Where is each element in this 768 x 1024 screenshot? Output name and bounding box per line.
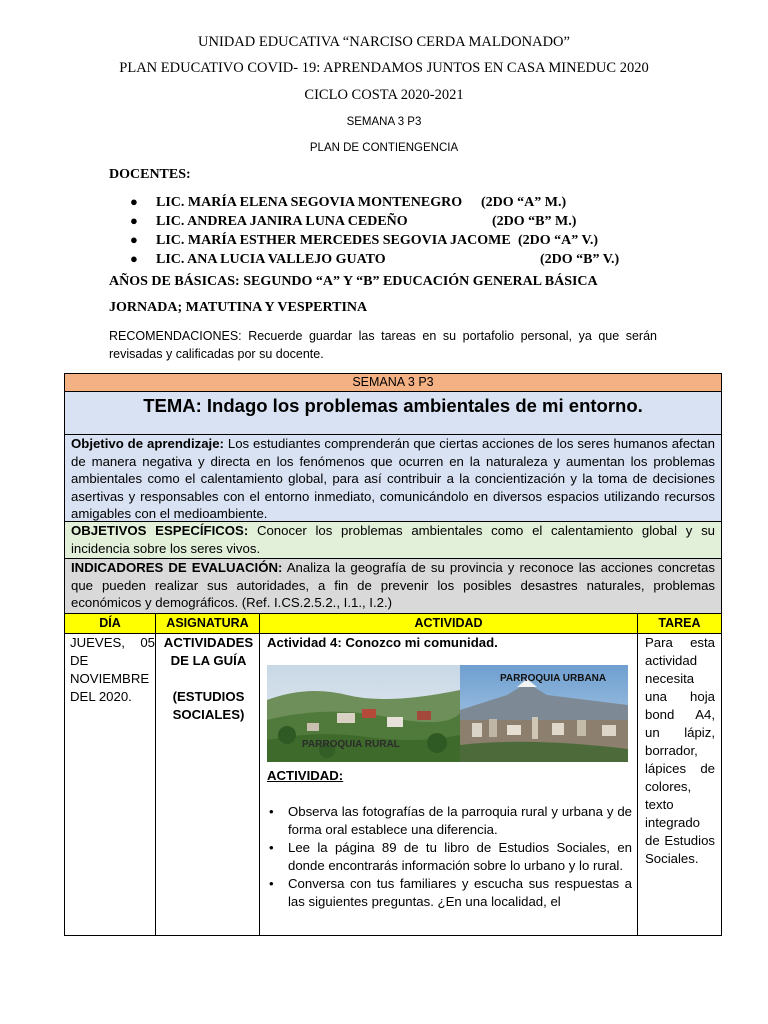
teacher-name: LIC. MARÍA ESTHER MERCEDES SEGOVIA JACOME — [156, 233, 511, 248]
activity-cell — [267, 634, 632, 911]
column-header-asignatura: ASIGNATURA — [166, 616, 249, 630]
evaluation-indicators-text: Analiza la geografía de su provincia y reconoce las acciones concretas que pueden realizar sus autoridades, a fin de prevenir los posibles desastres naturales, problemas económicos y demográficos. (Ref. I.CS.2.5.2., I.1., I.2.) — [71, 560, 715, 610]
recommendations: RECOMENDACIONES: Recuerde guardar las tareas en su portafolio personal, ya que serán revisadas y calificadas por su docente. — [109, 329, 657, 361]
activity-item: • Observa las fotografías de la parroquia rural y urbana y de forma oral establece una diferencia. — [288, 803, 632, 839]
contingency-title: PLAN DE CONTIENGENCIA — [309, 142, 459, 154]
plan-topic-row: TEMA: Indago los problemas ambientales de mi entorno. — [64, 391, 722, 435]
activity-item: • Conversa con tus familiares y escucha sus respuestas a las siguientes preguntas. ¿En una localidad, el — [288, 875, 632, 911]
teacher-item: ● LIC. MARÍA ESTHER MERCEDES SEGOVIA JACOME (2DO “A” V.) — [130, 232, 598, 248]
teacher-grade: (2DO “A” M.) — [481, 195, 567, 210]
learning-objective-label: Objetivo de aprendizaje: — [71, 436, 224, 451]
teacher-name: LIC. MARÍA ELENA SEGOVIA MONTENEGRO — [156, 195, 463, 210]
activity-heading: ACTIVIDAD: — [267, 768, 344, 783]
teacher-item: ● LIC. ANA LUCIA VALLEJO GUATO (2DO “B” V.) — [130, 251, 620, 267]
rural-photo-label: PARROQUIA RURAL — [302, 739, 400, 750]
teacher-name: LIC. ANA LUCIA VALLEJO GUATO — [156, 252, 386, 267]
activity-item: • Lee la página 89 de tu libro de Estudios Sociales, en donde encontrarás información sobre lo urbano y lo rural. — [288, 839, 632, 875]
column-divider — [155, 614, 156, 935]
table-header-row — [65, 614, 721, 634]
teacher-list — [130, 195, 650, 271]
docentes-heading: DOCENTES: — [109, 167, 191, 182]
teacher-item: ● LIC. ANDREA JANIRA LUNA CEDEÑO (2DO “B” M.) — [130, 213, 577, 229]
week-title: SEMANA 3 P3 — [346, 116, 422, 128]
parish-photos — [267, 665, 628, 762]
subject-cell — [160, 634, 257, 724]
school-years: AÑOS DE BÁSICAS: SEGUNDO “A” Y “B” EDUCACIÓN GENERAL BÁSICA — [109, 274, 598, 289]
school-name: UNIDAD EDUCATIVA “NARCISO CERDA MALDONADO” — [198, 34, 570, 50]
homework-cell: Para esta actividad necesita una hoja bond A4, un lápiz, borrador, lápices de colores, texto integrado de Estudios Sociales. — [645, 635, 715, 866]
evaluation-indicators-row — [64, 558, 722, 614]
school-shift: JORNADA; MATUTINA Y VESPERTINA — [109, 300, 368, 315]
column-header-tarea: TAREA — [658, 616, 701, 630]
teacher-grade: (2DO “B” V.) — [540, 252, 620, 267]
teacher-grade: (2DO “B” M.) — [492, 214, 577, 229]
subject-activities: ACTIVIDADES DE LA GUÍA — [163, 635, 254, 668]
evaluation-indicators-label: INDICADORES DE EVALUACIÓN: — [71, 560, 283, 575]
specific-objectives-row — [64, 521, 722, 559]
specific-objectives-text: Conocer los problemas ambientales como el calentamiento global y su incidencia sobre los seres vivos. — [71, 523, 715, 556]
plan-week-row: SEMANA 3 P3 — [64, 373, 722, 392]
day-cell: JUEVES, 05 DE NOVIEMBRE DEL 2020. — [70, 635, 155, 704]
column-header-dia: DÍA — [99, 616, 121, 630]
specific-objectives-label: OBJETIVOS ESPECÍFICOS: — [71, 523, 249, 538]
subject-name: (ESTUDIOS SOCIALES) — [172, 689, 245, 722]
urban-photo-label: PARROQUIA URBANA — [500, 673, 607, 684]
activity-list — [267, 803, 632, 911]
teacher-item: ● LIC. MARÍA ELENA SEGOVIA MONTENEGRO (2DO “A” M.) — [130, 194, 567, 210]
plan-title: PLAN EDUCATIVO COVID- 19: APRENDAMOS JUNTOS EN CASA MINEDUC 2020 — [119, 60, 649, 76]
column-divider — [259, 614, 260, 935]
teacher-grade: (2DO “A” V.) — [518, 233, 598, 248]
column-header-actividad: ACTIVIDAD — [414, 616, 483, 630]
activity-title: Actividad 4: Conozco mi comunidad. — [267, 635, 498, 650]
learning-objective-text: Los estudiantes comprenderán que ciertas acciones de los seres humanos afectan de manera negativa y directa en los fenómenos que ocurren en la naturaleza y aumentan los problemas ambientales como el calentamiento global, para así contribuir a la concientización y la toma de decisiones asertivas y responsables con el entorno inmediato, comunicándolo en diversos espacios utilizando recursos amigables con el medioambiente. — [71, 436, 715, 521]
activity-table — [64, 613, 722, 936]
learning-objective-row — [64, 434, 722, 522]
column-divider — [637, 614, 638, 935]
teacher-name: LIC. ANDREA JANIRA LUNA CEDEÑO — [156, 214, 408, 229]
cycle-title: CICLO COSTA 2020-2021 — [304, 87, 464, 103]
